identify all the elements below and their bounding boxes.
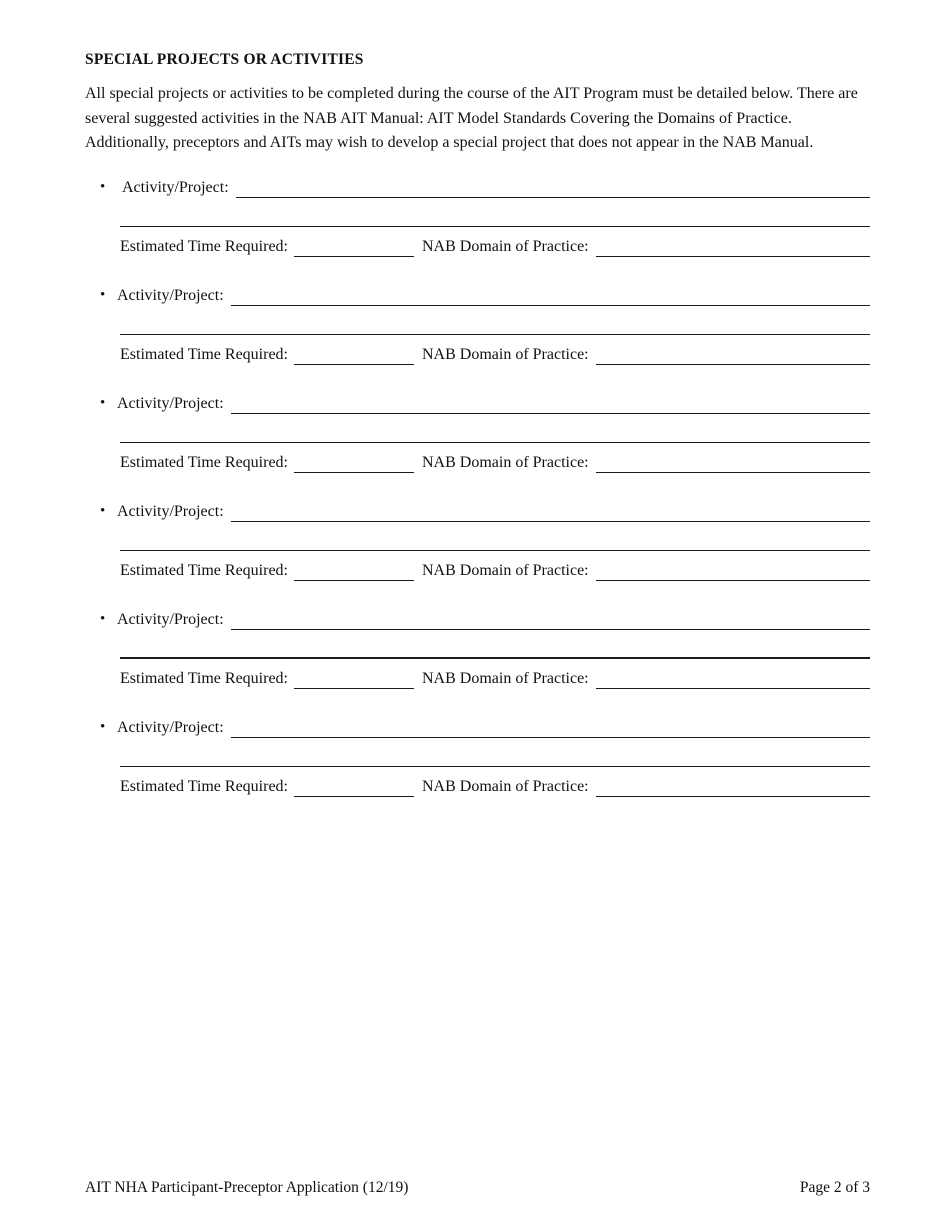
bullet-icon: • [100, 610, 106, 627]
bullet-icon: • [100, 178, 106, 195]
domain-label: NAB Domain of Practice: [422, 237, 589, 255]
domain-value-line [596, 364, 870, 365]
time-value-line [294, 796, 414, 797]
time-domain-row [120, 551, 870, 581]
time-value-line [294, 580, 414, 581]
activity-row [85, 499, 870, 522]
time-domain-row [120, 227, 870, 257]
activity-row [85, 607, 870, 630]
time-label: Estimated Time Required: [120, 345, 288, 363]
activity-value-line [231, 629, 870, 630]
activity-continuation-line [120, 630, 870, 659]
time-label: Estimated Time Required: [120, 561, 288, 579]
time-value-line [294, 364, 414, 365]
domain-value-line [596, 256, 870, 257]
intro-paragraph: All special projects or activities to be completed during the course of the AIT Program must be detailed below. There are several suggested activities in the NAB AIT Manual: AIT Model Standards Covering the Domains of Practice. Additionally, preceptors and AITs may wish to develop a special project that does not appear in the NAB Manual. [85, 85, 858, 151]
time-value-line [294, 688, 414, 689]
activity-label: Activity/Project: [117, 394, 224, 412]
time-value-line [294, 256, 414, 257]
time-domain-row [120, 767, 870, 797]
activity-continuation-line [120, 414, 870, 443]
domain-label: NAB Domain of Practice: [422, 345, 589, 363]
time-domain-row [120, 443, 870, 473]
activity-entry-6 [85, 715, 870, 797]
activity-row [85, 715, 870, 738]
time-label: Estimated Time Required: [120, 237, 288, 255]
domain-label: NAB Domain of Practice: [422, 561, 589, 579]
time-label: Estimated Time Required: [120, 453, 288, 471]
domain-label: NAB Domain of Practice: [422, 777, 589, 795]
time-label: Estimated Time Required: [120, 777, 288, 795]
activity-value-line [231, 737, 870, 738]
activity-row [85, 175, 870, 198]
activity-entry-2 [85, 283, 870, 365]
time-domain-row [120, 335, 870, 365]
activity-continuation-line [120, 522, 870, 551]
activity-value-line [236, 197, 870, 198]
activity-entry-3 [85, 391, 870, 473]
activity-row [85, 391, 870, 414]
activity-row [85, 283, 870, 306]
page-footer [85, 1178, 870, 1197]
activity-label: Activity/Project: [117, 502, 224, 520]
activity-value-line [231, 413, 870, 414]
domain-value-line [596, 688, 870, 689]
domain-value-line [596, 796, 870, 797]
bullet-icon: • [100, 394, 106, 411]
activity-label: Activity/Project: [117, 718, 224, 736]
time-value-line [294, 472, 414, 473]
footer-page-number: Page 2 of 3 [799, 1179, 870, 1196]
footer-document-id: AIT NHA Participant-Preceptor Application (12/19) [85, 1179, 409, 1196]
bullet-icon: • [100, 718, 106, 735]
activity-label: Activity/Project: [117, 610, 224, 628]
activity-continuation-line [120, 738, 870, 767]
time-label: Estimated Time Required: [120, 669, 288, 687]
section-title: SPECIAL PROJECTS OR ACTIVITIES [85, 51, 364, 68]
bullet-icon: • [100, 502, 106, 519]
domain-label: NAB Domain of Practice: [422, 453, 589, 471]
domain-label: NAB Domain of Practice: [422, 669, 589, 687]
activity-value-line [231, 521, 870, 522]
activity-label: Activity/Project: [117, 286, 224, 304]
domain-value-line [596, 472, 870, 473]
activity-entry-5 [85, 607, 870, 689]
activity-value-line [231, 305, 870, 306]
activity-entry-1 [85, 175, 870, 257]
page-content [85, 50, 870, 823]
time-domain-row [120, 659, 870, 689]
activity-entry-4 [85, 499, 870, 581]
activity-label: Activity/Project: [122, 178, 229, 196]
activity-continuation-line [120, 306, 870, 335]
domain-value-line [596, 580, 870, 581]
activity-continuation-line [120, 198, 870, 227]
bullet-icon: • [100, 286, 106, 303]
